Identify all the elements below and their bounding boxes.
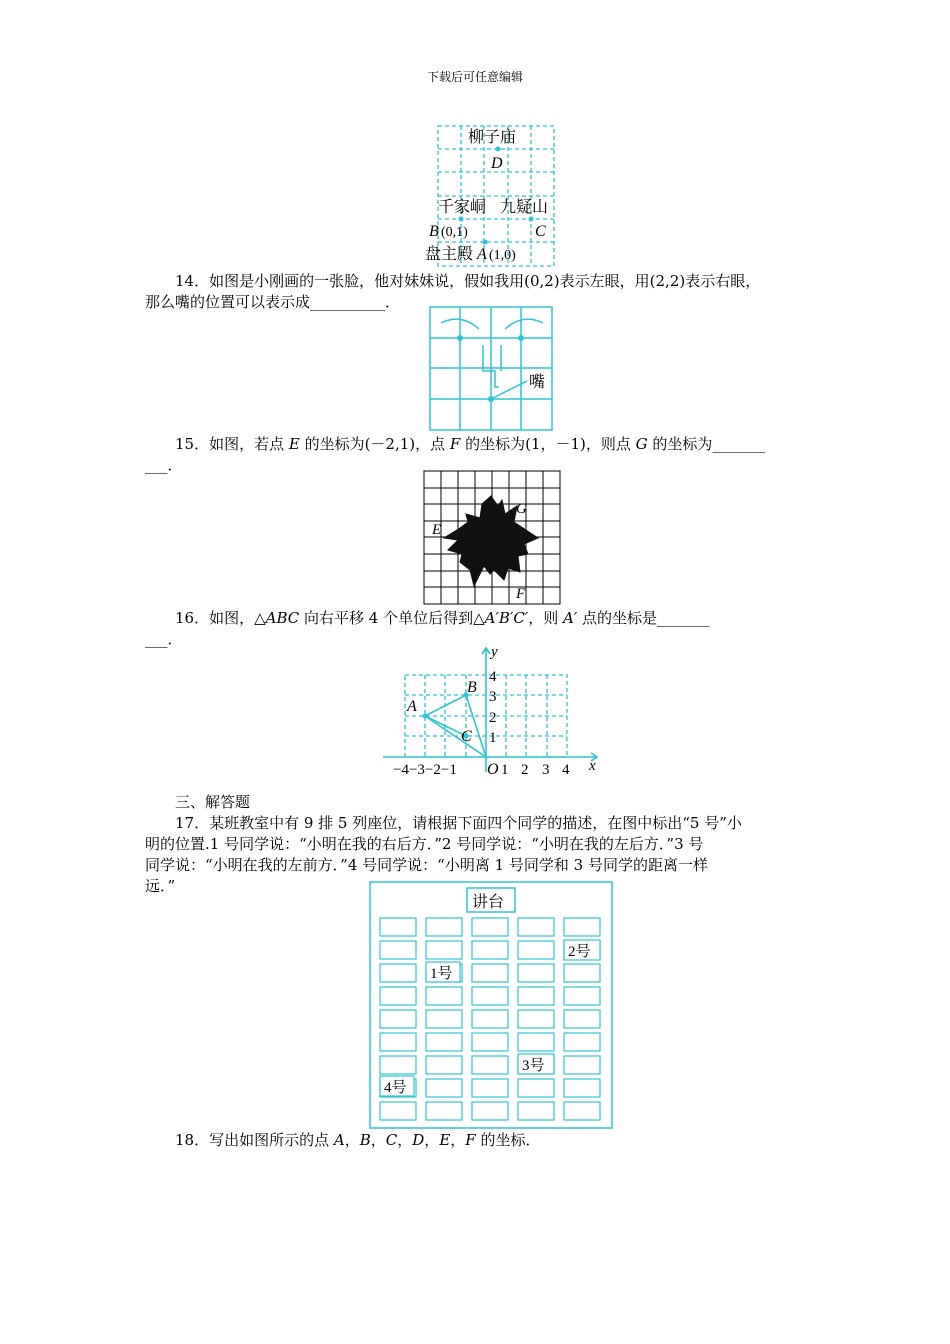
seat-box[interactable]	[564, 1056, 600, 1074]
seat-box[interactable]	[426, 1056, 462, 1074]
y-tick-2: 2	[489, 710, 497, 726]
seat-box[interactable]	[380, 987, 416, 1005]
x-tick-3: 3	[542, 762, 550, 778]
seat-box[interactable]	[518, 987, 554, 1005]
seat-box[interactable]	[380, 1033, 416, 1051]
seat-label-3: 3号	[522, 1058, 545, 1074]
seat-box[interactable]	[380, 1010, 416, 1028]
label-b-coord: (0,1)	[441, 225, 468, 240]
leaf-label-e: E	[432, 522, 442, 538]
q15-answer-blank[interactable]: _______	[712, 435, 765, 453]
q16-period: ．	[167, 630, 183, 648]
q18-point-d: D	[412, 1131, 425, 1149]
section-heading	[145, 792, 815, 813]
seat-box[interactable]	[518, 918, 554, 936]
q15-text-d: 的坐标为	[647, 435, 713, 453]
q17-line2: 明的位置.1 号同学说：“小明在我的右后方．”2 号同学说：“小明在我的左后方．”3 号	[145, 835, 704, 853]
map-grid-figure	[420, 120, 570, 270]
seat-box[interactable]	[426, 1010, 462, 1028]
q18-point-b: B	[359, 1131, 371, 1149]
x-tick-1: 1	[501, 762, 509, 778]
q18-text-b: 的坐标．	[475, 1131, 541, 1149]
seat-box[interactable]	[426, 1079, 462, 1097]
q14-line1: 14．如图是小刚画的一张脸，他对妹妹说，假如我用(0,2)表示左眼，用(2,2)表示右眼，	[175, 272, 761, 290]
seat-box[interactable]	[472, 1079, 508, 1097]
q15-text-b: 的坐标为(－2,1)，点	[299, 435, 450, 453]
y-tick-3: 3	[489, 689, 497, 705]
q18-line1: 18．写出如图所示的点 A，B，C，D，E，F 的坐标．	[175, 1131, 541, 1149]
face-grid-figure	[425, 305, 557, 433]
classroom-seat-figure	[368, 880, 614, 1132]
q17-line1: 17．某班教室中有 9 排 5 列座位，请根据下面四个同学的描述，在图中标出“5 号”小	[175, 814, 742, 832]
seat-box[interactable]	[426, 987, 462, 1005]
origin-label: O	[487, 761, 499, 778]
seat-box[interactable]	[472, 987, 508, 1005]
q18-point-e: E	[439, 1131, 451, 1149]
q15-text-a: 15．如图，若点	[175, 435, 289, 453]
leaf-grid-figure	[422, 470, 562, 606]
seat-box[interactable]	[564, 1102, 600, 1120]
q17-line4: 远．”	[145, 877, 176, 895]
q17-line3: 同学说：“小明在我的左前方．”4 号同学说：“小明离 1 号同学和 3 号同学的距离一样	[145, 856, 708, 874]
label-panzhudian: 盘主殿	[425, 246, 474, 263]
q15-answer-blank-cont[interactable]: ___	[145, 456, 168, 474]
label-a-coord: (1,0)	[489, 248, 516, 263]
seat-box[interactable]	[472, 918, 508, 936]
x-tick-4: 4	[562, 762, 570, 778]
seat-box[interactable]	[518, 1079, 554, 1097]
q16-text-d: 点的坐标是	[577, 609, 658, 627]
seat-label-4: 4号	[384, 1080, 407, 1096]
q15-text-c: 的坐标为(1，－1)，则点	[460, 435, 636, 453]
x-tick-2: 2	[521, 762, 529, 778]
x-ticks-negative: −4−3−2−1	[393, 762, 457, 778]
seat-box[interactable]	[564, 1010, 600, 1028]
seat-box[interactable]	[426, 918, 462, 936]
q18-point-c: C	[385, 1131, 398, 1149]
seat-box[interactable]	[380, 1102, 416, 1120]
label-b: B	[429, 223, 439, 240]
seat-label-1: 1号	[430, 966, 453, 982]
point-label-b: B	[467, 679, 477, 696]
q16-line1	[145, 608, 815, 629]
q15-point-f: F	[449, 435, 461, 453]
seat-box[interactable]	[380, 918, 416, 936]
q15-period: ．	[167, 456, 183, 474]
q16-c-prime: C′	[513, 609, 529, 627]
q16-a-prime-ref: A′	[563, 609, 578, 627]
point-label-a: A	[407, 698, 417, 715]
seat-box[interactable]	[380, 1056, 416, 1074]
leaf-label-g: G	[516, 501, 527, 517]
q16-answer-blank-cont[interactable]: ___	[145, 630, 168, 648]
label-c: C	[535, 223, 546, 240]
label-qianjiadong: 千家峒	[438, 199, 487, 216]
label-a: A	[477, 246, 487, 263]
q16-a-prime: A′	[484, 609, 499, 627]
podium-label: 讲台	[472, 894, 505, 911]
axis-label-y: y	[491, 644, 498, 660]
q16-text-b: 向右平移 4 个单位后得到△	[299, 609, 485, 627]
q18-point-f: F	[465, 1131, 476, 1149]
seat-box[interactable]	[426, 1033, 462, 1051]
q14-answer-blank[interactable]: __________	[310, 293, 386, 311]
q15-line1	[145, 434, 815, 455]
q14-text: 那么嘴的位置可以表示成	[145, 293, 311, 311]
seat-label-2: 2号	[568, 944, 591, 960]
axis-label-x: x	[589, 758, 596, 774]
seat-box[interactable]	[472, 1033, 508, 1051]
seat-box[interactable]	[380, 964, 416, 982]
seat-box[interactable]	[564, 1079, 600, 1097]
seat-box[interactable]	[518, 1010, 554, 1028]
q16-text-a: 16．如图，△	[175, 609, 266, 627]
point-label-c: C	[461, 728, 472, 745]
y-tick-4: 4	[489, 669, 497, 685]
seat-box[interactable]	[472, 1102, 508, 1120]
seat-box[interactable]	[564, 918, 600, 936]
seat-box[interactable]	[518, 941, 554, 959]
section-title: 三、解答题	[175, 793, 251, 811]
y-tick-1: 1	[489, 730, 497, 746]
q15-point-e: E	[288, 435, 300, 453]
label-d: D	[491, 155, 503, 172]
q18-text-a: 18．写出如图所示的点	[175, 1131, 334, 1149]
coordinate-grid-figure	[375, 640, 610, 780]
q16-text-c: ，则	[528, 609, 563, 627]
seat-box[interactable]	[564, 1033, 600, 1051]
q16-answer-blank[interactable]: _______	[657, 609, 710, 627]
label-jiuyishan: 九疑山	[500, 199, 549, 216]
q15-point-g: G	[635, 435, 648, 453]
seat-box[interactable]	[426, 1102, 462, 1120]
seat-box[interactable]	[564, 964, 600, 982]
q16-triangle-abc: ABC	[265, 609, 300, 627]
seat-box[interactable]	[472, 1010, 508, 1028]
q16-b-prime: B′	[498, 609, 514, 627]
mouth-label: 嘴	[529, 374, 546, 391]
seat-box[interactable]	[518, 1102, 554, 1120]
label-liuzimiao: 柳子庙	[468, 129, 517, 146]
seat-box[interactable]	[472, 1056, 508, 1074]
leaf-label-f: F	[516, 586, 526, 602]
seat-box[interactable]	[380, 941, 416, 959]
seat-box[interactable]	[518, 1033, 554, 1051]
question-18	[145, 1130, 815, 1151]
q14-period: ．	[385, 293, 401, 311]
seat-box[interactable]	[472, 964, 508, 982]
seat-box[interactable]	[426, 941, 462, 959]
seat-box[interactable]	[564, 987, 600, 1005]
seat-box[interactable]	[518, 964, 554, 982]
q18-point-a: A	[333, 1131, 345, 1149]
page-header: 下载后可任意编辑	[426, 70, 523, 84]
seat-box[interactable]	[472, 941, 508, 959]
